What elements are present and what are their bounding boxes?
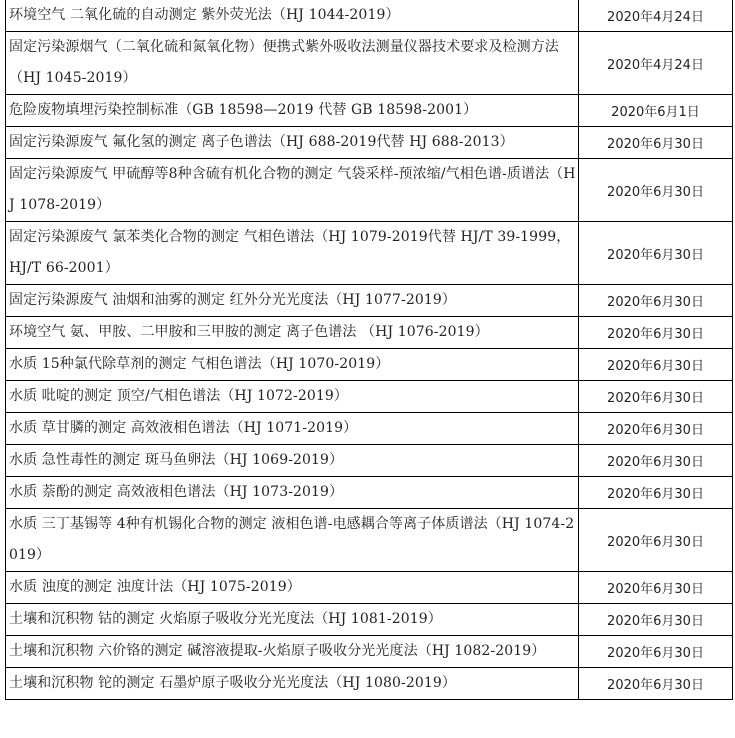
standard-name-cell: 固定污染源废气 油烟和油雾的测定 红外分光光度法（HJ 1077-2019） [6,285,579,317]
table-row [6,636,733,668]
effective-date-cell: 2020年6月30日 [579,222,733,285]
table-row [6,477,733,509]
effective-date-cell: 2020年6月30日 [579,509,733,572]
table-row [6,604,733,636]
effective-date-cell: 2020年6月30日 [579,349,733,381]
table-row [6,317,733,349]
table-row [6,95,733,127]
effective-date-cell: 2020年6月30日 [579,159,733,222]
standard-name-cell: 水质 三丁基锡等 4种有机锡化合物的测定 液相色谱-电感耦合等离子体质谱法（HJ 1074-2019） [6,509,579,572]
effective-date-cell: 2020年6月30日 [579,636,733,668]
standard-name-cell: 环境空气 二氧化硫的自动测定 紫外荧光法（HJ 1044-2019） [6,0,579,32]
standard-name-cell: 固定污染源烟气（二氧化硫和氮氧化物）便携式紫外吸收法测量仪器技术要求及检测方法（HJ 1045-2019） [6,32,579,95]
effective-date-cell: 2020年4月24日 [579,0,733,32]
standards-table [5,0,733,700]
standard-name-cell: 环境空气 氨、甲胺、二甲胺和三甲胺的测定 离子色谱法 （HJ 1076-2019） [6,317,579,349]
standard-name-cell: 固定污染源废气 氯苯类化合物的测定 气相色谱法（HJ 1079-2019代替 HJ/T 39-1999，HJ/T 66-2001） [6,222,579,285]
standard-name-cell: 土壤和沉积物 铊的测定 石墨炉原子吸收分光光度法（HJ 1080-2019） [6,668,579,700]
standard-name-cell: 水质 15种氯代除草剂的测定 气相色谱法（HJ 1070-2019） [6,349,579,381]
standard-name-cell: 水质 急性毒性的测定 斑马鱼卵法（HJ 1069-2019） [6,445,579,477]
effective-date-cell: 2020年6月30日 [579,285,733,317]
standard-name-cell: 水质 浊度的测定 浊度计法（HJ 1075-2019） [6,572,579,604]
table-row [6,222,733,285]
effective-date-cell: 2020年4月24日 [579,32,733,95]
effective-date-cell: 2020年6月30日 [579,445,733,477]
table-row [6,413,733,445]
table-row [6,572,733,604]
standard-name-cell: 土壤和沉积物 六价铬的测定 碱溶液提取-火焰原子吸收分光光度法（HJ 1082-2019） [6,636,579,668]
table-row [6,445,733,477]
standard-name-cell: 固定污染源废气 甲硫醇等8种含硫有机化合物的测定 气袋采样-预浓缩/气相色谱-质谱法（HJ 1078-2019） [6,159,579,222]
effective-date-cell: 2020年6月30日 [579,604,733,636]
table-row [6,509,733,572]
standard-name-cell: 固定污染源废气 氟化氢的测定 离子色谱法（HJ 688-2019代替 HJ 688-2013） [6,127,579,159]
table-row [6,159,733,222]
standard-name-cell: 水质 吡啶的测定 顶空/气相色谱法（HJ 1072-2019） [6,381,579,413]
table-row [6,32,733,95]
effective-date-cell: 2020年6月30日 [579,477,733,509]
table-row [6,127,733,159]
standard-name-cell: 危险废物填埋污染控制标准（GB 18598—2019 代替 GB 18598-2001） [6,95,579,127]
table-row [6,668,733,700]
standard-name-cell: 水质 草甘膦的测定 高效液相色谱法（HJ 1071-2019） [6,413,579,445]
effective-date-cell: 2020年6月30日 [579,127,733,159]
table-row [6,349,733,381]
effective-date-cell: 2020年6月1日 [579,95,733,127]
standard-name-cell: 水质 萘酚的测定 高效液相色谱法（HJ 1073-2019） [6,477,579,509]
table-row [6,0,733,32]
effective-date-cell: 2020年6月30日 [579,668,733,700]
standard-name-cell: 土壤和沉积物 钴的测定 火焰原子吸收分光光度法（HJ 1081-2019） [6,604,579,636]
effective-date-cell: 2020年6月30日 [579,572,733,604]
effective-date-cell: 2020年6月30日 [579,317,733,349]
effective-date-cell: 2020年6月30日 [579,381,733,413]
table-row [6,381,733,413]
table-row [6,285,733,317]
effective-date-cell: 2020年6月30日 [579,413,733,445]
standards-table-body [6,0,733,700]
